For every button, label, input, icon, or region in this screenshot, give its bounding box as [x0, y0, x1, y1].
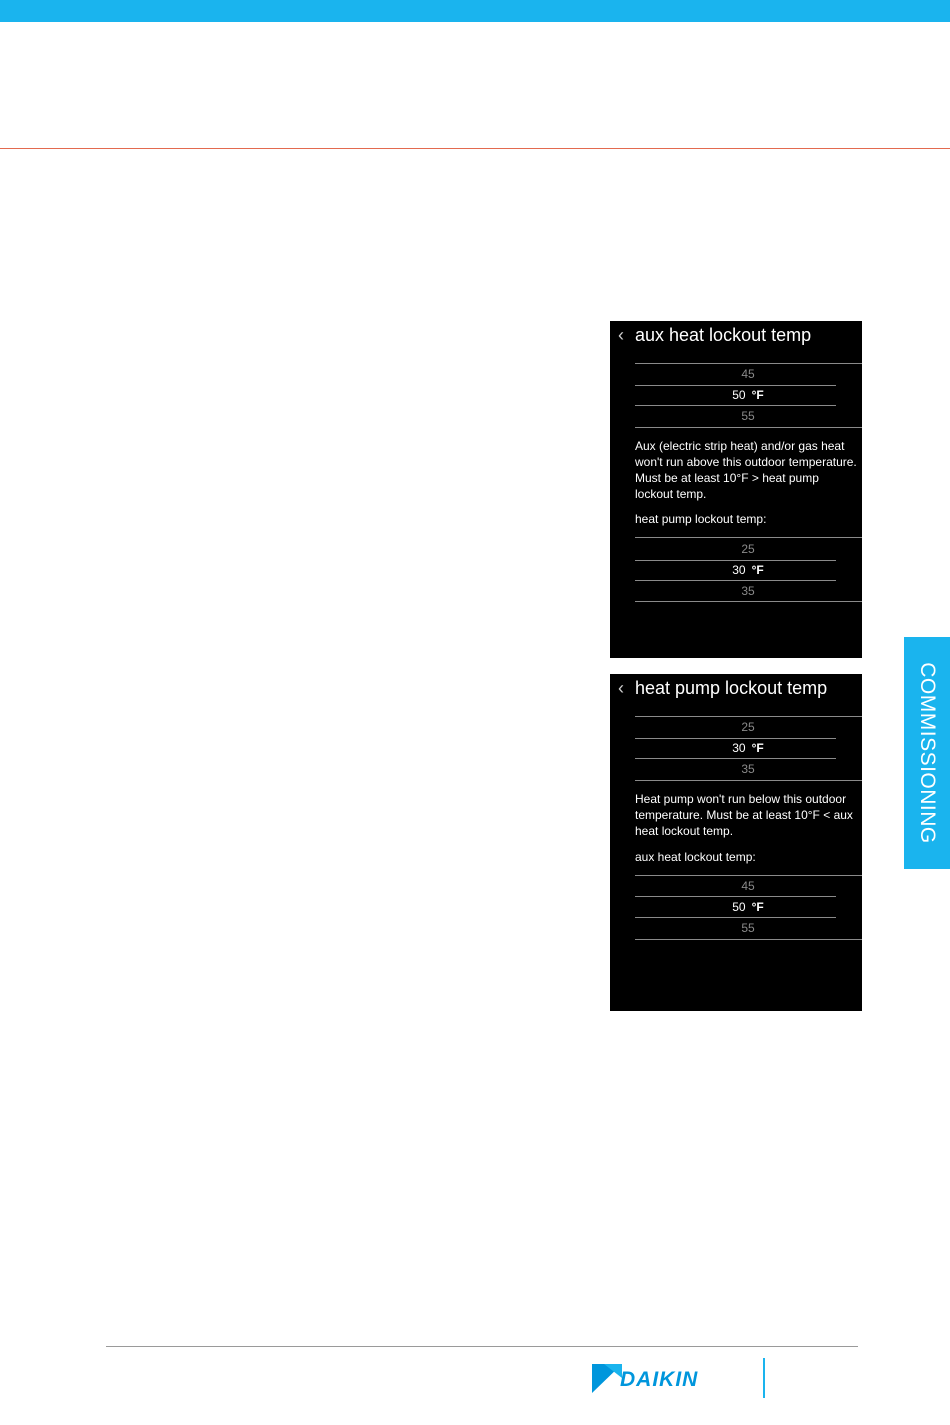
divider — [635, 560, 836, 561]
header-divider — [0, 148, 950, 149]
divider — [635, 537, 862, 538]
picker-option-above[interactable]: 45 — [741, 879, 755, 893]
divider — [635, 875, 862, 876]
daikin-logo — [592, 1362, 736, 1394]
picker-option-above[interactable]: 45 — [741, 367, 755, 381]
picker-option-selected[interactable]: 50 °F — [732, 388, 764, 402]
divider — [635, 780, 862, 781]
secondary-label: aux heat lockout temp: — [635, 850, 756, 864]
description-text: Heat pump won't run below this outdoor temperature. Must be at least 10°F < aux heat lockout temp. — [635, 792, 853, 838]
picker-option-below[interactable]: 35 — [741, 762, 755, 776]
screen-title: heat pump lockout temp — [635, 678, 828, 698]
divider — [635, 896, 836, 897]
section-tab-commissioning — [904, 637, 950, 869]
picker-option-selected[interactable]: 50 °F — [732, 900, 764, 914]
picker-option-selected[interactable]: 30 °F — [732, 563, 764, 577]
picker-option-below[interactable]: 55 — [741, 409, 755, 423]
divider — [635, 427, 862, 428]
screen-aux-heat-lockout — [610, 321, 862, 658]
screen-heat-pump-lockout — [610, 674, 862, 1011]
picker-option-above[interactable]: 25 — [741, 720, 755, 734]
daikin-triangle-icon — [592, 1362, 622, 1394]
picker-option-above[interactable]: 25 — [741, 542, 755, 556]
secondary-label: heat pump lockout temp: — [635, 512, 767, 526]
footer-accent-bar — [763, 1358, 765, 1398]
screen-title: aux heat lockout temp — [635, 325, 812, 345]
divider — [635, 758, 836, 759]
top-accent-bar — [0, 0, 950, 22]
picker-option-below[interactable]: 55 — [741, 921, 755, 935]
divider — [635, 716, 862, 717]
footer-divider — [106, 1346, 858, 1347]
divider — [635, 939, 862, 940]
divider — [635, 580, 836, 581]
logo-text: DAIKIN — [620, 1368, 699, 1391]
divider — [635, 601, 862, 602]
divider — [635, 405, 836, 406]
chevron-left-icon[interactable]: ‹ — [618, 325, 624, 345]
section-tab-label: COMMISSIONING — [916, 662, 940, 844]
description-text: Aux (electric strip heat) and/or gas heat won't run above this outdoor temperature. Must be at least 10°F > heat pump lockout temp. — [635, 439, 857, 501]
divider — [635, 917, 836, 918]
divider — [635, 385, 836, 386]
chevron-left-icon[interactable]: ‹ — [618, 678, 624, 698]
divider — [635, 363, 862, 364]
picker-option-below[interactable]: 35 — [741, 584, 755, 598]
divider — [635, 738, 836, 739]
picker-option-selected[interactable]: 30 °F — [732, 741, 764, 755]
